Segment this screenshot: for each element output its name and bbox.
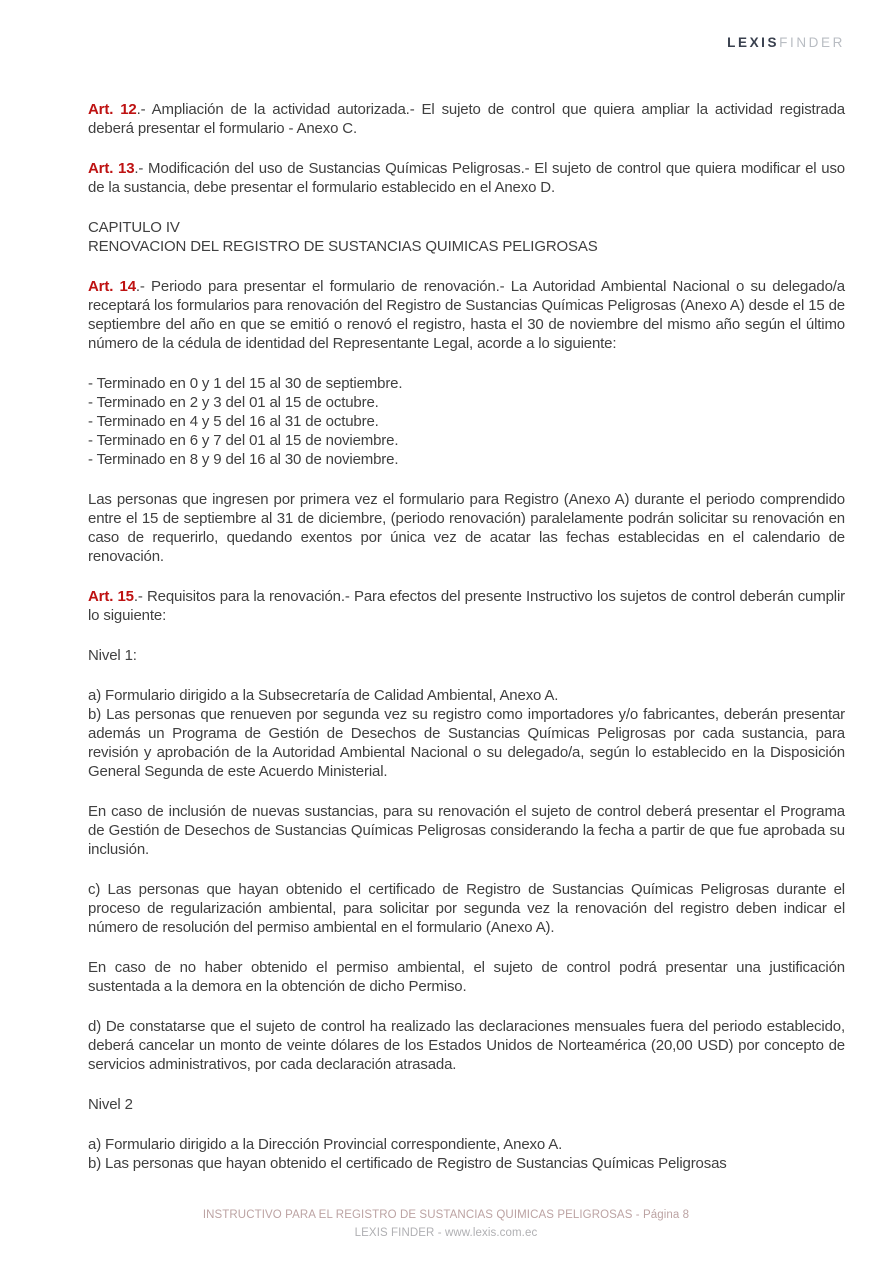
inclusion-paragraph: En caso de inclusión de nuevas sustancias, para su renovación el sujeto de control deberá presentar el Programa de Gestión de Desechos de Sustancias Químicas Peligrosas considerando la fecha a partir de que fue aprobada su inclusión. [88, 803, 845, 858]
nivel-1-item-d: d) De constatarse que el sujeto de control ha realizado las declaraciones mensuales fuera del periodo establecido, deberá cancelar un monto de veinte dólares de los Estados Unidos de Norteamérica (20,00 USD) por concepto de servicios administrativos, por cada declaración atrasada. [88, 1018, 845, 1073]
footer-source: LEXIS FINDER - www.lexis.com.ec [354, 1227, 538, 1239]
schedule-item: - Terminado en 0 y 1 del 15 al 30 de septiembre. [88, 375, 403, 392]
article-14-paragraph [88, 277, 845, 353]
logo-text-lexis: LEXIS [727, 35, 780, 50]
nivel-2-items-ab [88, 1135, 845, 1173]
article-12-text: .- Ampliación de la actividad autorizada.- El sujeto de control que quiera ampliar la actividad registrada deberá presentar el formulario - Anexo C. [88, 101, 845, 137]
page-footer [0, 1206, 892, 1242]
nivel-2-item-a: a) Formulario dirigido a la Dirección Provincial correspondiente, Anexo A. [88, 1136, 563, 1153]
article-12-paragraph [88, 100, 845, 138]
chapter-number: CAPITULO IV [88, 219, 180, 236]
nivel-1-heading: Nivel 1: [88, 647, 137, 664]
schedule-item: - Terminado en 8 y 9 del 16 al 30 de noviembre. [88, 451, 399, 468]
chapter-title: RENOVACION DEL REGISTRO DE SUSTANCIAS QUIMICAS PELIGROSAS [88, 238, 598, 255]
footer-document-title: INSTRUCTIVO PARA EL REGISTRO DE SUSTANCIAS QUIMICAS PELIGROSAS - Página 8 [202, 1209, 690, 1221]
article-12-label: Art. 12 [88, 101, 137, 118]
nivel-1-items-ab [88, 686, 845, 781]
nivel-1-item-a: a) Formulario dirigido a la Subsecretaría de Calidad Ambiental, Anexo A. [88, 687, 559, 704]
article-15-paragraph [88, 587, 845, 625]
schedule-item: - Terminado en 4 y 5 del 16 al 31 de octubre. [88, 413, 379, 430]
article-13-paragraph [88, 159, 845, 197]
first-time-registration-paragraph: Las personas que ingresen por primera vez el formulario para Registro (Anexo A) durante el periodo comprendido entre el 15 de septiembre al 31 de diciembre, (periodo renovación) paralelamente podrán solicitar su renovación en caso de requerirlo, quedando exentos por única vez de acatar las fechas establecidas en el calendario de renovación. [88, 491, 845, 565]
article-14-text: .- Periodo para presentar el formulario de renovación.- La Autoridad Ambiental Nacional o su delegado/a receptará los formularios para renovación del Registro de Sustancias Químicas Peligrosas (Anexo A) desde el 15 de septiembre del año en que se emitió o renovó el registro, hasta el 30 de noviembre del mismo año según el último número de la cédula de identidad del Representante Legal, acorde a lo siguiente: [88, 278, 845, 352]
nivel-2-heading: Nivel 2 [88, 1096, 133, 1113]
article-14-label: Art. 14 [88, 278, 136, 295]
article-13-text: .- Modificación del uso de Sustancias Químicas Peligrosas.- El sujeto de control que quiera modificar el uso de la sustancia, debe presentar el formulario establecido en el Anexo D. [88, 160, 845, 196]
nivel-1-item-b: b) Las personas que renueven por segunda vez su registro como importadores y/o fabricantes, deberán presentar además un Programa de Gestión de Desechos de Sustancias Químicas Peligrosas por cada sustancia, para revisión y aprobación de la Autoridad Ambiental Nacional o su delegado/a, según lo establecido en la Disposición General Segunda de este Acuerdo Ministerial. [88, 706, 845, 780]
schedule-item: - Terminado en 6 y 7 del 01 al 15 de noviembre. [88, 432, 399, 449]
lexis-finder-logo [727, 35, 845, 50]
schedule-item: - Terminado en 2 y 3 del 01 al 15 de octubre. [88, 394, 379, 411]
chapter-heading [88, 218, 845, 256]
article-13-label: Art. 13 [88, 160, 135, 177]
logo-text-finder: FINDER [779, 35, 845, 50]
article-15-text: .- Requisitos para la renovación.- Para efectos del presente Instructivo los sujetos de control deberán cumplir lo siguiente: [88, 588, 845, 624]
article-15-label: Art. 15 [88, 588, 134, 605]
permiso-paragraph: En caso de no haber obtenido el permiso ambiental, el sujeto de control podrá presentar una justificación sustentada a la demora en la obtención de dicho Permiso. [88, 959, 845, 995]
nivel-2-item-b: b) Las personas que hayan obtenido el certificado de Registro de Sustancias Químicas Peligrosas [88, 1155, 727, 1172]
renewal-schedule-list [88, 374, 845, 469]
nivel-1-item-c: c) Las personas que hayan obtenido el certificado de Registro de Sustancias Químicas Peligrosas durante el proceso de regularización ambiental, para solicitar por segunda vez la renovación del registro deben indicar el número de resolución del permiso ambiental en el formulario (Anexo A). [88, 881, 845, 936]
document-content [88, 100, 845, 1194]
